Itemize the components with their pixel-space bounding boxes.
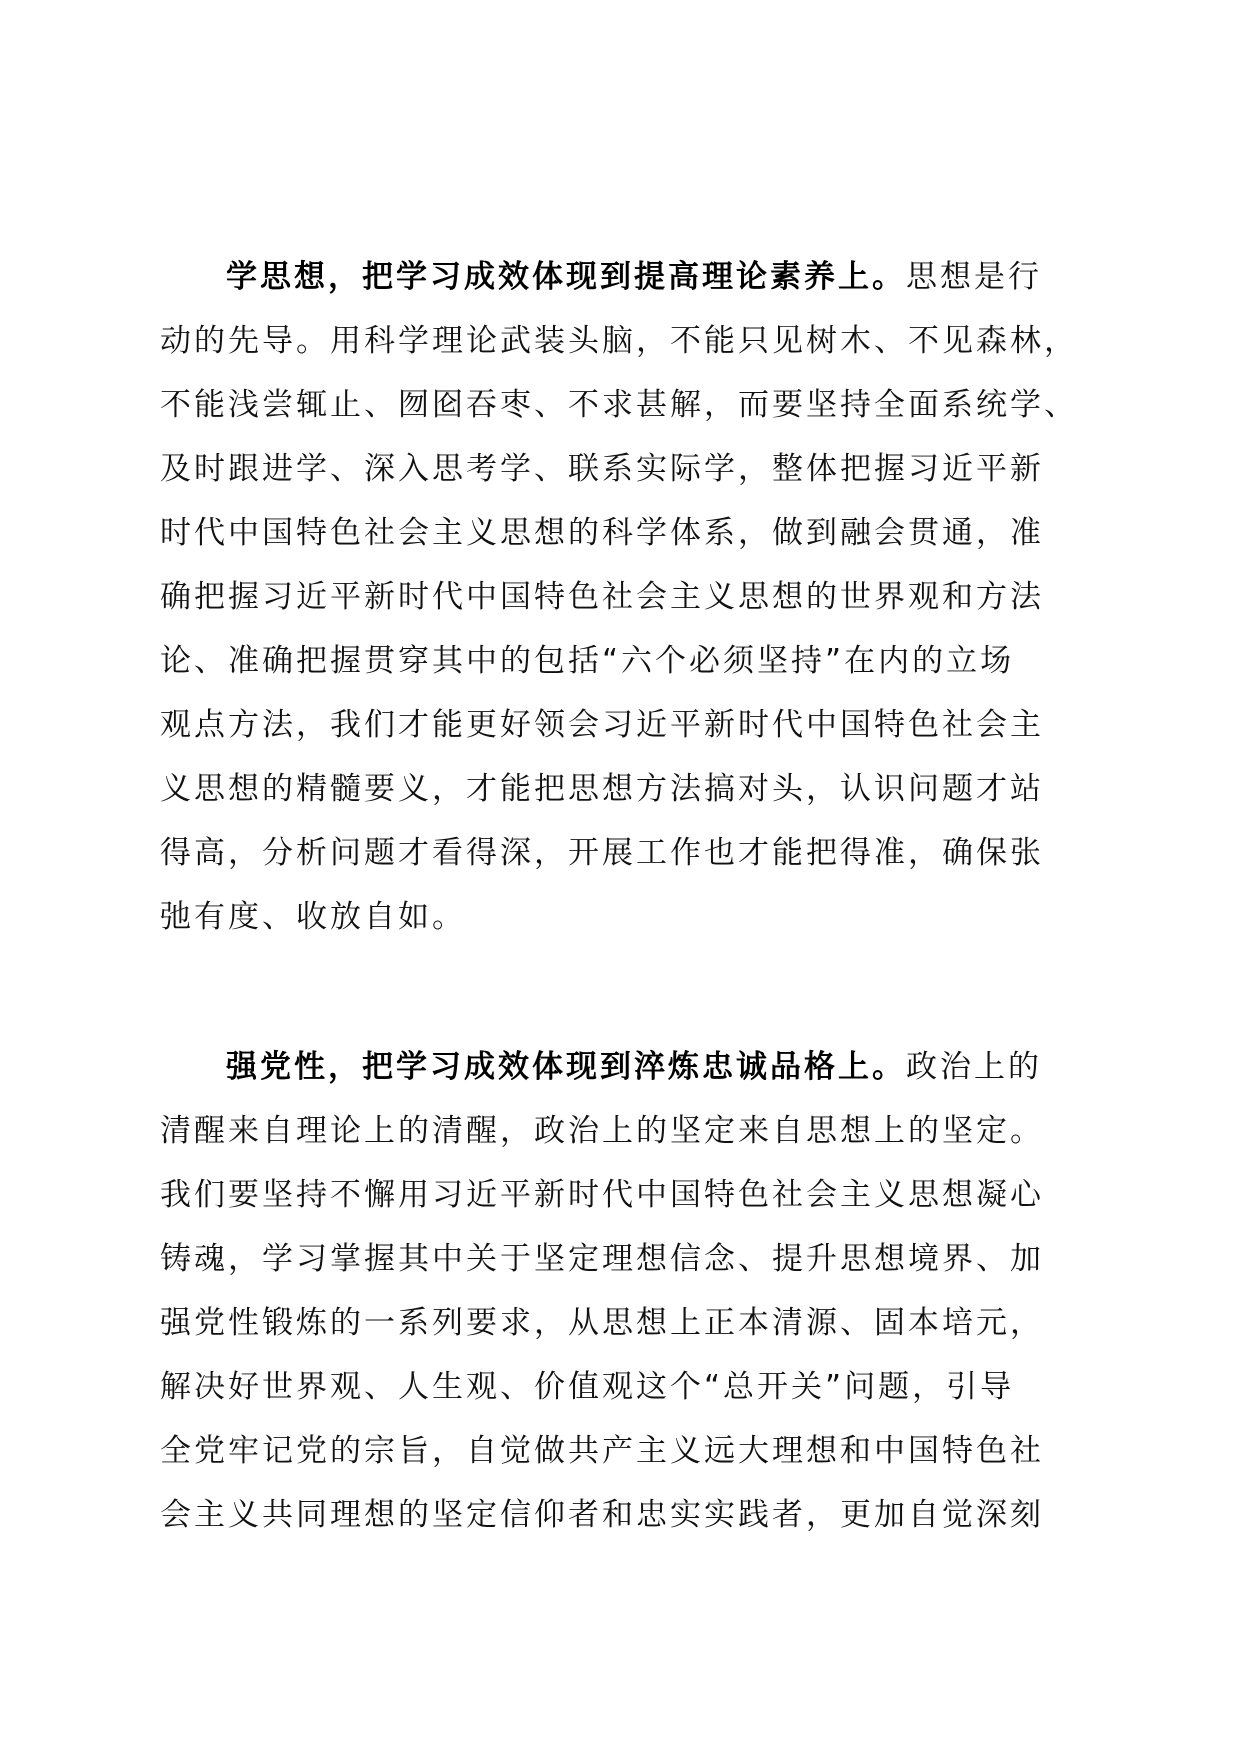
paragraph-text-line: 会主义共同理想的坚定信仰者和忠实实践者，更加自觉深刻 xyxy=(160,1497,1044,1533)
paragraph-text-line: 义思想的精髓要义，才能把思想方法搞对头，认识问题才站 xyxy=(160,771,1044,807)
paragraph-text-line: 时代中国特色社会主义思想的科学体系，做到融会贯通，准 xyxy=(160,515,1044,551)
paragraph-text-line: 全党牢记党的宗旨，自觉做共产主义远大理想和中国特色社 xyxy=(160,1433,1044,1469)
paragraph-study-thought xyxy=(160,245,1080,949)
paragraph-heading: 学思想，把学习成效体现到提高理论素养上。 xyxy=(226,259,906,295)
paragraph-text-line: 解决好世界观、人生观、价值观这个“总开关”问题，引导 xyxy=(160,1369,1015,1405)
paragraph-text-line: 铸魂，学习掌握其中关于坚定理想信念、提升思想境界、加 xyxy=(160,1241,1044,1277)
paragraph-text-line: 弛有度、收放自如。 xyxy=(160,899,466,935)
paragraph-text-line: 思想是行 xyxy=(906,259,1042,295)
paragraph-heading: 强党性，把学习成效体现到淬炼忠诚品格上。 xyxy=(226,1049,906,1085)
paragraph-text-line: 论、准确把握贯穿其中的包括“六个必须坚持”在内的立场 xyxy=(160,643,1015,679)
paragraph-text-line: 观点方法，我们才能更好领会习近平新时代中国特色社会主 xyxy=(160,707,1044,743)
paragraph-text-line: 得高，分析问题才看得深，开展工作也才能把得准，确保张 xyxy=(160,835,1044,871)
paragraph-strengthen-party-spirit xyxy=(160,1035,1080,1547)
paragraph-first-line xyxy=(160,245,1080,309)
paragraph-text-line: 不能浅尝辄止、囫囵吞枣、不求甚解，而要坚持全面系统学、 xyxy=(160,387,1078,423)
paragraph-text-line: 政治上的 xyxy=(906,1049,1042,1085)
paragraph-text-line: 强党性锻炼的一系列要求，从思想上正本清源、固本培元， xyxy=(160,1305,1044,1341)
paragraph-text-line: 动的先导。用科学理论武装头脑，不能只见树木、不见森林， xyxy=(160,323,1078,359)
paragraph-first-line xyxy=(160,1035,1080,1099)
paragraph-text-line: 清醒来自理论上的清醒，政治上的坚定来自思想上的坚定。 xyxy=(160,1113,1044,1149)
paragraph-text-line: 确把握习近平新时代中国特色社会主义思想的世界观和方法 xyxy=(160,579,1044,615)
paragraph-text-line: 及时跟进学、深入思考学、联系实际学，整体把握习近平新 xyxy=(160,451,1044,487)
paragraph-text-line: 我们要坚持不懈用习近平新时代中国特色社会主义思想凝心 xyxy=(160,1177,1044,1213)
